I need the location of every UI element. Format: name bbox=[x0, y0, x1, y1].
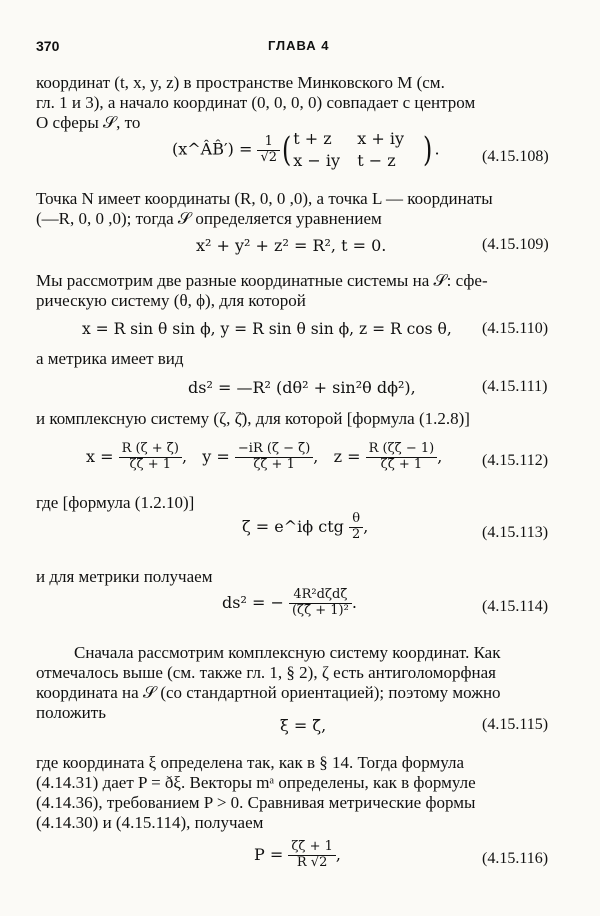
text-line: рическую систему (θ, ϕ), для которой bbox=[36, 291, 306, 310]
eq112-y-frac: $\frac{-iR (\zeta - \zetā)}{\zeta\zetā + 1}$ bbox=[235, 442, 313, 473]
eq108-lhs: (x^ÂB̂′) = bbox=[172, 139, 258, 159]
equation-4-15-109: x² + y² + z² = R², t = 0. bbox=[196, 236, 387, 255]
text-line: координат (t, x, y, z) в пространстве Минковского M (см. bbox=[36, 73, 445, 92]
text-line: а метрика имеет вид bbox=[36, 349, 184, 368]
eq112-z-frac: $\frac{R (\zeta\zetā - 1)}{\zeta\zetā + 1}$ bbox=[366, 442, 438, 473]
page-number: 370 bbox=[36, 38, 60, 54]
eq114-frac: $\frac{\text{4R²dζdζ̄}}{\text{(ζζ̄ + 1)²}}$ bbox=[289, 588, 352, 619]
eq116-frac: $\frac{\zeta\zetā + 1}{R √2}$ bbox=[288, 840, 336, 871]
text-line: (—R, 0, 0 ,0); тогда 𝒮 определяется уравнением bbox=[36, 209, 382, 228]
equation-4-15-114: ds² = − $\frac{\text{4R²dζdζ̄}}{\text{(ζζ̄ + 1)²}}$ . bbox=[222, 587, 357, 618]
eq-number: (4.15.109) bbox=[482, 236, 549, 253]
text-line: (4.14.30) и (4.15.114), получаем bbox=[36, 813, 264, 832]
eq108-matrix: t + z x + iy x − iy t − z bbox=[293, 129, 405, 170]
text-line: и для метрики получаем bbox=[36, 567, 213, 586]
text-line: положить bbox=[36, 703, 106, 722]
eq108-coef: $\frac{1}{√2}$ bbox=[257, 135, 280, 166]
text-line: координата на 𝒮 (со стандартной ориентацией); поэтому можно bbox=[36, 683, 501, 702]
eq-number: (4.15.108) bbox=[482, 148, 549, 165]
eq-number: (4.15.111) bbox=[482, 378, 548, 395]
equation-4-15-111: ds² = —R² (dθ² + sin²θ dϕ²), bbox=[188, 378, 416, 397]
text-line: O сферы 𝒮, то bbox=[36, 113, 141, 132]
eq-number: (4.15.113) bbox=[482, 524, 549, 541]
equation-4-15-112: x = $\frac{R (\zeta + \zetā)}{\zeta\zetā + 1}$ , y = $\frac{-iR (\zeta - \zetā)}{\zeta\zetā + 1}$ , z = $\frac{R (\zeta\zetā - 1)}{\zeta\zetā + 1}$ , bbox=[86, 441, 443, 472]
text-line: гл. 1 и 3), а начало координат (0, 0, 0, 0) совпадает с центром bbox=[36, 93, 476, 112]
eq-number: (4.15.115) bbox=[482, 716, 549, 733]
equation-4-15-108: (x^ÂB̂′) = $\frac{1}{√2}$ ( t + z x + iy x − iy t − z ) . bbox=[172, 129, 440, 170]
running-head: ГЛАВА 4 bbox=[268, 38, 330, 53]
text-line: Сначала рассмотрим комплексную систему координат. Как bbox=[74, 643, 501, 662]
text-line: Мы рассмотрим две разные координатные системы на 𝒮: сфе- bbox=[36, 271, 488, 290]
text-line: и комплексную систему (ζ, ζ̄), для которой [формула (1.2.8)] bbox=[36, 409, 470, 428]
equation-4-15-115: ξ = ζ̄, bbox=[280, 716, 327, 735]
equation-4-15-110: x = R sin θ sin ϕ, y = R sin θ sin ϕ, z = R cos θ, bbox=[82, 320, 452, 338]
text-line: (4.14.31) дает P = ðξ. Векторы mᵃ определены, как в формуле bbox=[36, 773, 476, 792]
text-line: (4.14.36), требованием P > 0. Сравнивая метрические формы bbox=[36, 793, 476, 812]
text-line: где координата ξ определена так, как в § 14. Тогда формула bbox=[36, 753, 464, 772]
eq-number: (4.15.114) bbox=[482, 598, 549, 615]
eq-number: (4.15.110) bbox=[482, 320, 549, 337]
eq-number: (4.15.112) bbox=[482, 452, 549, 469]
text-line: отмечалось выше (см. также гл. 1, § 2), ζ есть антиголоморфная bbox=[36, 663, 496, 682]
text-line: где [формула (1.2.10)] bbox=[36, 493, 195, 512]
equation-4-15-113: ζ = e^iϕ ctg $\frac{\theta}{2}$ , bbox=[242, 511, 369, 542]
eq113-frac: $\frac{\theta}{2}$ bbox=[349, 512, 363, 543]
eq-number: (4.15.116) bbox=[482, 850, 549, 867]
text-line: Точка N имеет координаты (R, 0, 0 ,0), а точка L — координаты bbox=[36, 189, 493, 208]
equation-4-15-116: P = $\frac{\zeta\zetā + 1}{R √2}$ , bbox=[254, 839, 341, 870]
eq112-x-frac: $\frac{R (\zeta + \zetā)}{\zeta\zetā + 1}$ bbox=[119, 442, 182, 473]
